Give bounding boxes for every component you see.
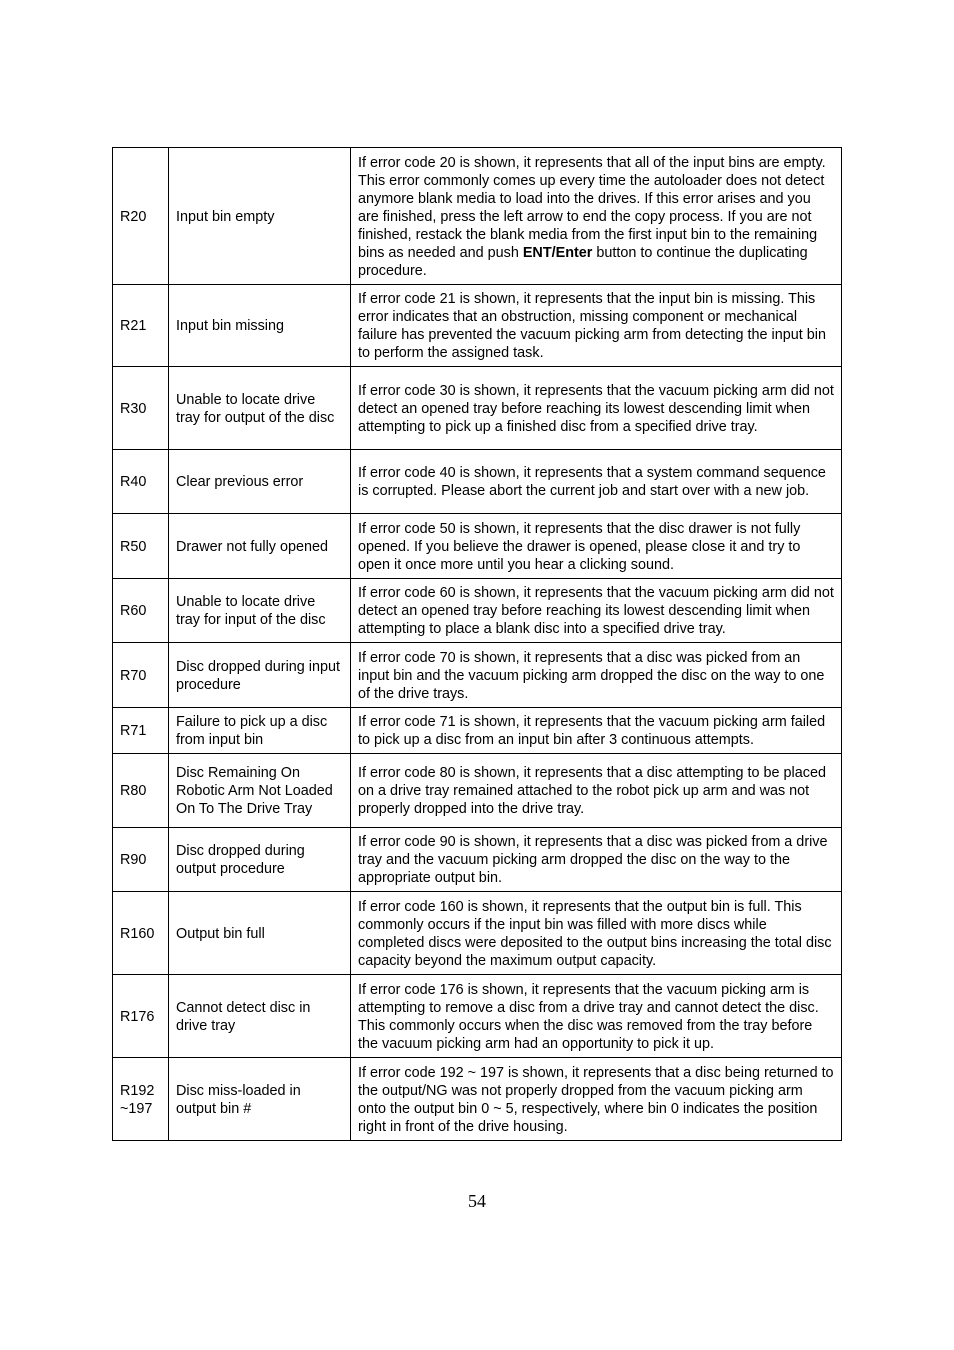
error-description: If error code 71 is shown, it represents that the vacuum picking arm failed to pick up a disc from an input bin after 3 continuous attempts.: [351, 708, 842, 754]
error-description: If error code 70 is shown, it represents that a disc was picked from an input bin and the vacuum picking arm dropped the disc on the way to one of the drive trays.: [351, 643, 842, 708]
table-row: [113, 892, 842, 975]
error-name: Input bin empty: [169, 148, 351, 285]
error-name: Cannot detect disc in drive tray: [169, 975, 351, 1058]
error-code: R20: [113, 148, 169, 285]
error-code: R176: [113, 975, 169, 1058]
error-code: R30: [113, 367, 169, 450]
error-code: R60: [113, 579, 169, 643]
error-description: If error code 176 is shown, it represents that the vacuum picking arm is attempting to remove a disc from a drive tray and cannot detect the disc. This commonly occurs when the disc was removed from the tray before the vacuum picking arm had an opportunity to pick it up.: [351, 975, 842, 1058]
table-row: [113, 643, 842, 708]
error-code: [113, 1058, 169, 1141]
error-description: If error code 60 is shown, it represents that the vacuum picking arm did not detect an opened tray before reaching its lowest descending limit when attempting to place a blank disc into a specified drive tray.: [351, 579, 842, 643]
error-name: Unable to locate drive tray for input of the disc: [169, 579, 351, 643]
error-description: If error code 50 is shown, it represents that the disc drawer is not fully opened. If you believe the drawer is opened, please close it and try to open it once more until you hear a clicking sound.: [351, 514, 842, 579]
error-code-line-1: R192: [120, 1082, 155, 1099]
error-code: R80: [113, 754, 169, 828]
error-code: R21: [113, 285, 169, 367]
error-name: Unable to locate drive tray for output of the disc: [169, 367, 351, 450]
error-description: If error code 80 is shown, it represents that a disc attempting to be placed on a drive tray remained attached to the robot pick up arm and was not properly dropped into the drive tray.: [351, 754, 842, 828]
table-row: [113, 450, 842, 514]
error-description: [351, 148, 842, 285]
page-number: 54: [468, 1191, 486, 1211]
error-description: If error code 40 is shown, it represents that a system command sequence is corrupted. Please abort the current job and start over with a new job.: [351, 450, 842, 514]
error-description: If error code 160 is shown, it represents that the output bin is full. This commonly occurs if the input bin was filled with more discs while completed discs were deposited to the output bins increasing the total disc capacity beyond the maximum output capacity.: [351, 892, 842, 975]
error-name: Failure to pick up a disc from input bin: [169, 708, 351, 754]
table-row: [113, 975, 842, 1058]
error-code: R90: [113, 828, 169, 892]
error-code: R160: [113, 892, 169, 975]
error-code: R71: [113, 708, 169, 754]
table-row: [113, 148, 842, 285]
error-description: If error code 90 is shown, it represents that a disc was picked from a drive tray and the vacuum picking arm dropped the disc on the way to the appropriate output bin.: [351, 828, 842, 892]
error-name: Drawer not fully opened: [169, 514, 351, 579]
error-name: Disc dropped during output procedure: [169, 828, 351, 892]
table-row: [113, 285, 842, 367]
table-row: [113, 514, 842, 579]
error-code: R50: [113, 514, 169, 579]
error-name: Output bin full: [169, 892, 351, 975]
error-name: Input bin missing: [169, 285, 351, 367]
description-text: If error code 20 is shown, it represents that all of the input bins are empty. This error commonly comes up every time the autoloader does not detect anymore blank media to load into the drives. If this error arises and you are finished, press the left arrow to end the copy process. If you are not finished, restack the blank media from the first input bin to the remaining bins as needed and push: [358, 154, 826, 261]
table-row: [113, 708, 842, 754]
error-code: R40: [113, 450, 169, 514]
enter-key-label: ENT/Enter: [522, 244, 593, 261]
description-text-end: button to continue the duplicating procedure.: [358, 244, 808, 279]
error-name: Disc miss-loaded in output bin #: [169, 1058, 351, 1141]
error-description: If error code 21 is shown, it represents that the input bin is missing. This error indicates that an obstruction, missing component or mechanical failure has prevented the vacuum picking arm from detecting the input bin to perform the assigned task.: [351, 285, 842, 367]
table-row: [113, 367, 842, 450]
error-name: Clear previous error: [169, 450, 351, 514]
error-code-table: [112, 147, 842, 1141]
error-name: Disc dropped during input procedure: [169, 643, 351, 708]
table-row: [113, 1058, 842, 1141]
error-description: If error code 192 ~ 197 is shown, it represents that a disc being returned to the output/NG was not properly dropped from the vacuum picking arm onto the output bin 0 ~ 5, respectively, where bin 0 indicates the position right in front of the drive housing.: [351, 1058, 842, 1141]
error-name: Disc Remaining On Robotic Arm Not Loaded On To The Drive Tray: [169, 754, 351, 828]
table-row: [113, 579, 842, 643]
error-code: R70: [113, 643, 169, 708]
error-code-line-2: ~197: [120, 1100, 153, 1117]
error-description: If error code 30 is shown, it represents that the vacuum picking arm did not detect an opened tray before reaching its lowest descending limit when attempting to pick up a finished disc from a specified drive tray.: [351, 367, 842, 450]
table-row: [113, 754, 842, 828]
table-row: [113, 828, 842, 892]
